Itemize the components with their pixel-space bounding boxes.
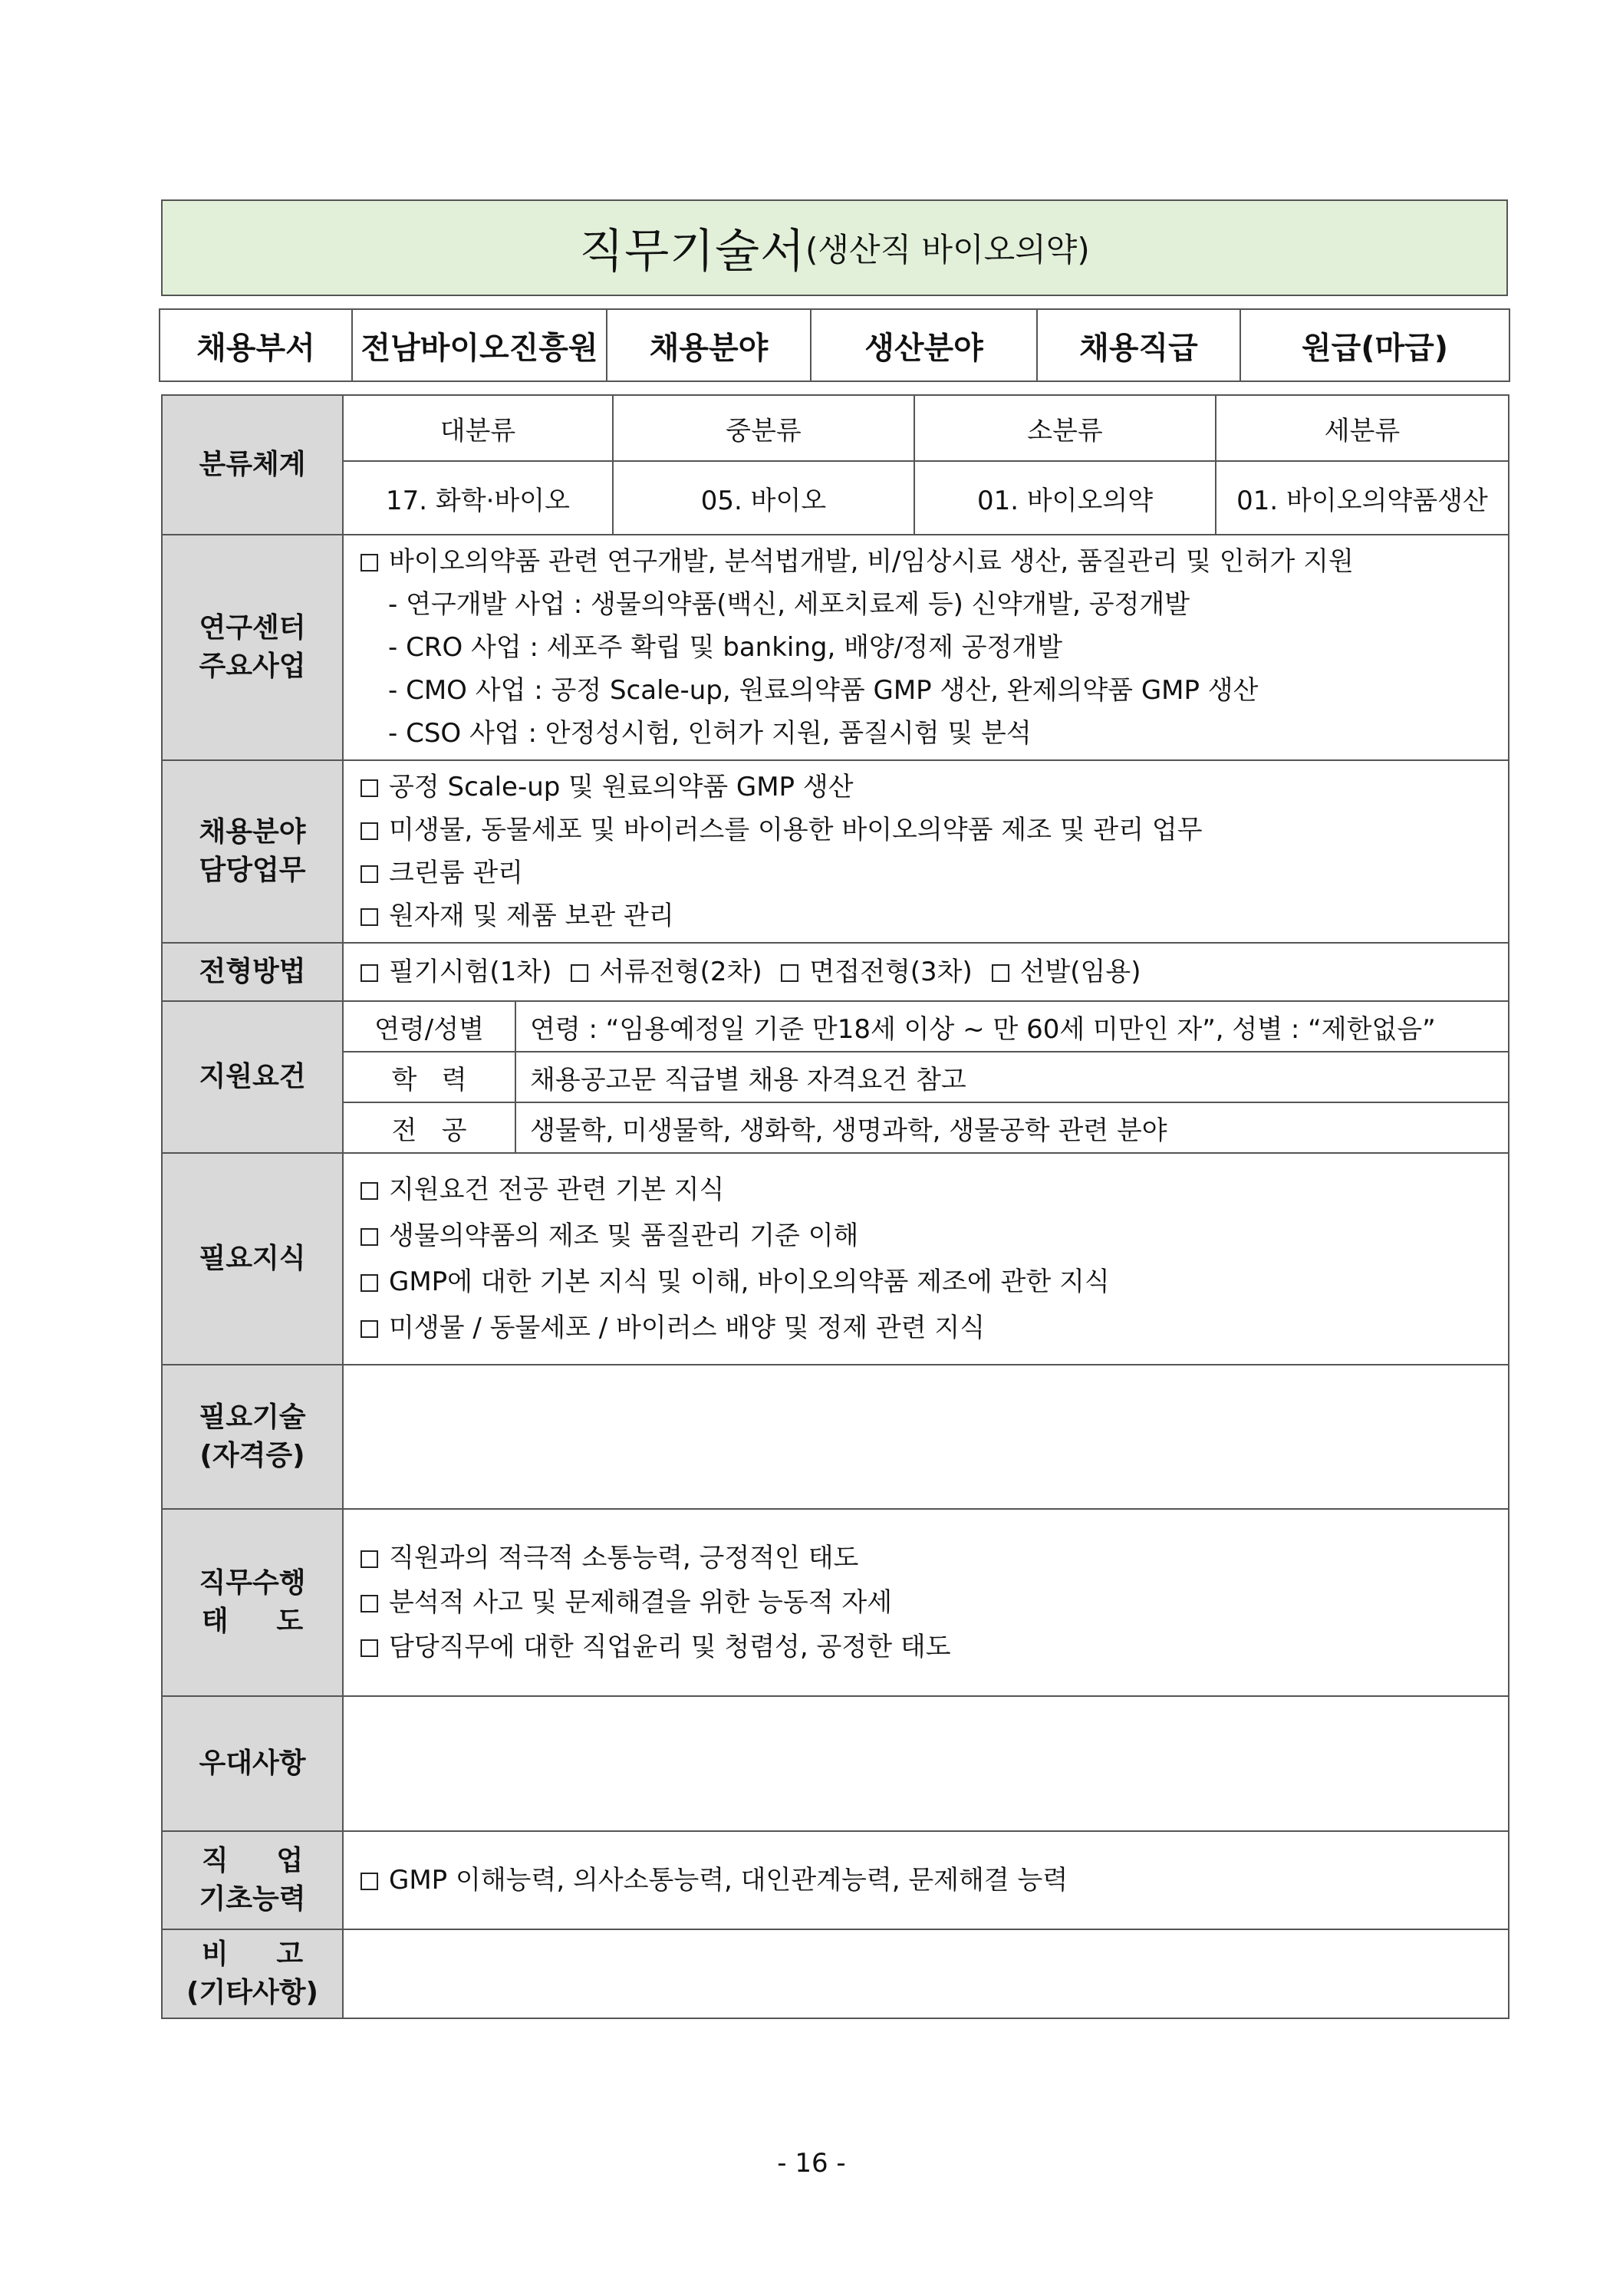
checkbox-icon: [360, 865, 378, 883]
basic-ability-content: [343, 1831, 1509, 1929]
checkbox-icon: [360, 1274, 378, 1292]
attitude-label: 직무수행 태 도: [162, 1509, 343, 1696]
checkbox-icon: [360, 1320, 378, 1338]
list-item: - CSO 사업 : 안정성시험, 인허가 지원, 품질시험 및 분석: [388, 718, 1032, 749]
table-row: [344, 1102, 1508, 1152]
preference-content: [343, 1696, 1509, 1831]
list-item: - CRO 사업 : 세포주 확립 및 banking, 배양/정제 공정개발: [388, 632, 1063, 663]
requirements-label: 지원요건: [162, 1001, 343, 1153]
remarks-row: [162, 1929, 1509, 2018]
requirement-key: 연령/성별: [344, 1002, 515, 1052]
duties-row: [162, 760, 1509, 943]
checkbox-icon: [360, 1182, 378, 1200]
checkbox-icon: [571, 964, 588, 982]
table-row: [344, 1052, 1508, 1102]
checkbox-icon: [360, 908, 378, 926]
checkbox-icon: [360, 1873, 378, 1890]
selection-label: 전형방법: [162, 943, 343, 1001]
knowledge-content: [343, 1153, 1509, 1365]
list-item: 원자재 및 제품 보관 관리: [360, 894, 1508, 937]
knowledge-row: [162, 1153, 1509, 1365]
skills-content: [343, 1365, 1509, 1509]
classification-label: 분류체계: [162, 395, 343, 535]
title-main: 직무기술서: [579, 225, 806, 278]
requirement-value: 생물학, 미생물학, 생화학, 생명과학, 생물공학 관련 분야: [530, 1115, 1167, 1146]
list-item: GMP에 대한 기본 지식 및 이해, 바이오의약품 제조에 관한 지식: [360, 1259, 1508, 1305]
skills-label: 필요기술 (자격증): [162, 1365, 343, 1509]
duties-label: 채용분야 담당업무: [162, 760, 343, 943]
checkbox-icon: [360, 1550, 378, 1568]
checkbox-icon: [360, 964, 378, 982]
classification-header: 세분류: [1216, 395, 1509, 461]
requirement-value: 채용공고문 직급별 채용 자격요건 참고: [515, 1052, 1508, 1102]
selection-row: [162, 943, 1509, 1001]
checkbox-icon: [360, 554, 378, 572]
classification-header: 중분류: [613, 395, 914, 461]
list-item: 담당직무에 대한 직업윤리 및 청렴성, 공정한 태도: [360, 1625, 1508, 1669]
attitude-content: [343, 1509, 1509, 1696]
classification-header: 대분류: [343, 395, 613, 461]
list-item: 생물의약품의 제조 및 품질관리 기준 이해: [360, 1213, 1508, 1259]
classification-value: 05. 바이오: [613, 461, 914, 535]
header-grade-label: 채용직급: [1037, 309, 1240, 381]
list-item: 크린룸 관리: [360, 852, 1508, 894]
research-label: 연구센터 주요사업: [162, 535, 343, 760]
checkbox-icon: [781, 964, 798, 982]
classification-value: 17. 화학·바이오: [343, 461, 613, 535]
list-item: 지원요건 전공 관련 기본 지식: [360, 1167, 1508, 1213]
list-item: 바이오의약품 관련 연구개발, 분석법개발, 비/임상시료 생산, 품질관리 및 인허가 지원: [360, 540, 1508, 583]
requirement-key: 전 공: [344, 1102, 515, 1152]
header-field-label: 채용분야: [607, 309, 811, 381]
knowledge-label: 필요지식: [162, 1153, 343, 1365]
preference-label: 우대사항: [162, 1696, 343, 1831]
requirement-value: 연령 : “임용예정일 기준 만18세 이상 ~ 만 60세 미만인 자”, 성별 : “제한없음”: [515, 1002, 1508, 1052]
header-grade-value: 원급(마급): [1240, 309, 1509, 381]
recruitment-header-table: [159, 308, 1510, 382]
header-dept-value: 전남바이오진흥원: [352, 309, 607, 381]
page-number: - 16 -: [777, 2148, 846, 2179]
skills-row: [162, 1365, 1509, 1509]
checkbox-icon: [360, 1595, 378, 1612]
requirements-table: [344, 1002, 1508, 1152]
job-description-table: [161, 394, 1509, 2019]
preference-row: [162, 1696, 1509, 1831]
checkbox-icon: [360, 1639, 378, 1657]
research-row: [162, 535, 1509, 760]
list-item: 분석적 사고 및 문제해결을 위한 능동적 자세: [360, 1580, 1508, 1625]
list-item: 미생물, 동물세포 및 바이러스를 이용한 바이오의약품 제조 및 관리 업무: [360, 809, 1508, 852]
classification-header-row: [162, 395, 1509, 461]
checkbox-icon: [992, 964, 1009, 982]
title-sub: (생산직 바이오의약): [805, 231, 1090, 268]
document-title: [161, 199, 1508, 296]
selection-step: 면접전형(3차): [809, 957, 973, 987]
duties-content: [343, 760, 1509, 943]
checkbox-icon: [360, 1228, 378, 1246]
classification-value: 01. 바이오의약: [914, 461, 1216, 535]
list-item: - CMO 사업 : 공정 Scale-up, 원료의약품 GMP 생산, 완제의약품 GMP 생산: [388, 675, 1259, 706]
classification-value-row: [162, 461, 1509, 535]
remarks-label: 비 고 (기타사항): [162, 1929, 343, 2018]
list-item: 미생물 / 동물세포 / 바이러스 배양 및 정제 관련 지식: [360, 1305, 1508, 1351]
list-item: - 연구개발 사업 : 생물의약품(백신, 세포치료제 등) 신약개발, 공정개발: [388, 589, 1190, 620]
list-item: 공정 Scale-up 및 원료의약품 GMP 생산: [360, 766, 1508, 809]
requirements-row: [162, 1001, 1509, 1153]
list-item: 직원과의 적극적 소통능력, 긍정적인 태도: [360, 1536, 1508, 1580]
selection-content: [343, 943, 1509, 1001]
checkbox-icon: [360, 779, 378, 797]
checkbox-icon: [360, 822, 378, 840]
header-field-value: 생산분야: [811, 309, 1037, 381]
classification-header: 소분류: [914, 395, 1216, 461]
basic-ability-label: 직 업 기초능력: [162, 1831, 343, 1929]
table-row: [344, 1002, 1508, 1052]
classification-value: 01. 바이오의약품생산: [1216, 461, 1509, 535]
list-item: GMP 이해능력, 의사소통능력, 대인관계능력, 문제해결 능력: [360, 1859, 1508, 1902]
requirements-content: [343, 1001, 1509, 1153]
research-content: [343, 535, 1509, 760]
attitude-row: [162, 1509, 1509, 1696]
selection-step: 필기시험(1차): [389, 957, 552, 987]
basic-ability-row: [162, 1831, 1509, 1929]
requirement-key: 학 력: [344, 1052, 515, 1102]
selection-step: 선발(임용): [1019, 957, 1141, 987]
selection-step: 서류전형(2차): [599, 957, 762, 987]
header-dept-label: 채용부서: [160, 309, 352, 381]
remarks-content: [343, 1929, 1509, 2018]
